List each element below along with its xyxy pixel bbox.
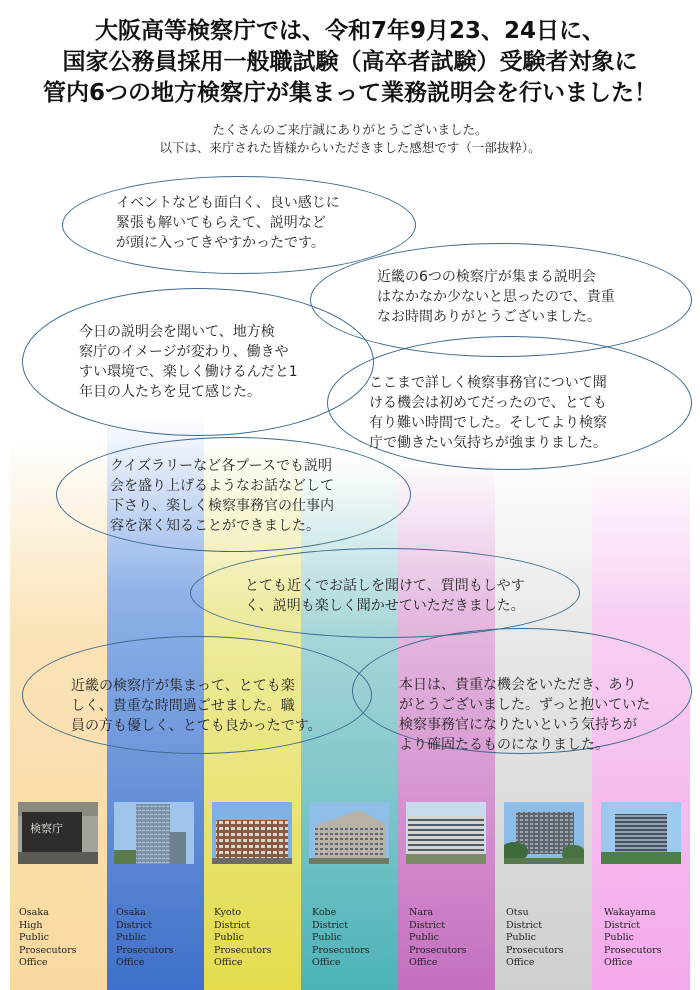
- page-title: [0, 16, 700, 109]
- photo-osaka-high-sign: [18, 802, 98, 864]
- comment-8: 本日は、貴重な機会をいただき、あり がとうございました。ずっと抱いていた 検察事務官になりたいという気持ちが より確固たるものになりました。: [399, 677, 651, 753]
- intro-line: 以下は、来庁された皆様からいただきました感想です（一部抜粋）。: [159, 140, 541, 155]
- sign-text: 検察庁: [30, 822, 63, 835]
- comment-5: クイズラリーなど各ブースでも説明 会を盛り上げるようなお話などして 下さり、楽しく検察事務官の仕事内 容を深く知ることができました。: [110, 458, 334, 534]
- caption-wakayama: Wakayama District Public Prosecutors Office: [604, 907, 662, 968]
- title-line: 国家公務員採用一般職試験（高卒者試験）受験者対象に: [62, 49, 638, 75]
- comment-1: イベントなども面白く、良い感じに 緊張も解いてもらえて、説明など が頭に入ってきやすかったです。: [116, 195, 340, 251]
- photo-otsu: [504, 802, 584, 864]
- comment-7: 近畿の検察庁が集まって、とても楽 しく、貴重な時間過ごせました。職 員の方も優しく、とても良かったです。: [71, 678, 322, 734]
- title-line: 管内6つの地方検察庁が集まって業務説明会を行いました！: [42, 80, 657, 106]
- intro-line: たくさんのご来庁誠にありがとうございました。: [212, 122, 488, 137]
- intro-text: [0, 121, 700, 157]
- caption-kobe: Kobe District Public Prosecutors Office: [312, 907, 370, 968]
- caption-kyoto: Kyoto District Public Prosecutors Office: [214, 907, 272, 968]
- caption-nara: Nara District Public Prosecutors Office: [409, 907, 467, 968]
- comment-2: 近畿の6つの検察庁が集まる説明会 はなかなか少ないと思ったので、貴重 なお時間ありがとうございました。: [377, 269, 615, 325]
- photo-wakayama: [601, 802, 681, 864]
- caption-osaka-district: Osaka District Public Prosecutors Office: [116, 907, 174, 968]
- caption-otsu: Otsu District Public Prosecutors Office: [506, 907, 564, 968]
- photo-nara: [406, 802, 486, 864]
- photo-osaka-district: [114, 802, 194, 864]
- comment-4: ここまで詳しく検察事務官について聞 ける機会は初めてだったので、とても 有り難い時間でした。そしてより検察 庁で働きたい気持ちが強まりました。: [369, 375, 607, 451]
- comment-3: 今日の説明会を聞いて、地方検 察庁のイメージが変わり、働きや すい環境で、楽しく働けるんだと1 年目の人たちを見て感じた。: [79, 324, 298, 400]
- comment-6: とても近くでお話しを聞けて、質問もしやす く、説明も楽しく聞かせていただきました。: [245, 578, 525, 614]
- title-line: 大阪高等検察庁では、令和7年9月23、24日に、: [94, 18, 606, 44]
- photo-kyoto: [212, 802, 292, 864]
- photo-kobe: [309, 802, 389, 864]
- caption-osaka-high: Osaka High Public Prosecutors Office: [19, 907, 77, 968]
